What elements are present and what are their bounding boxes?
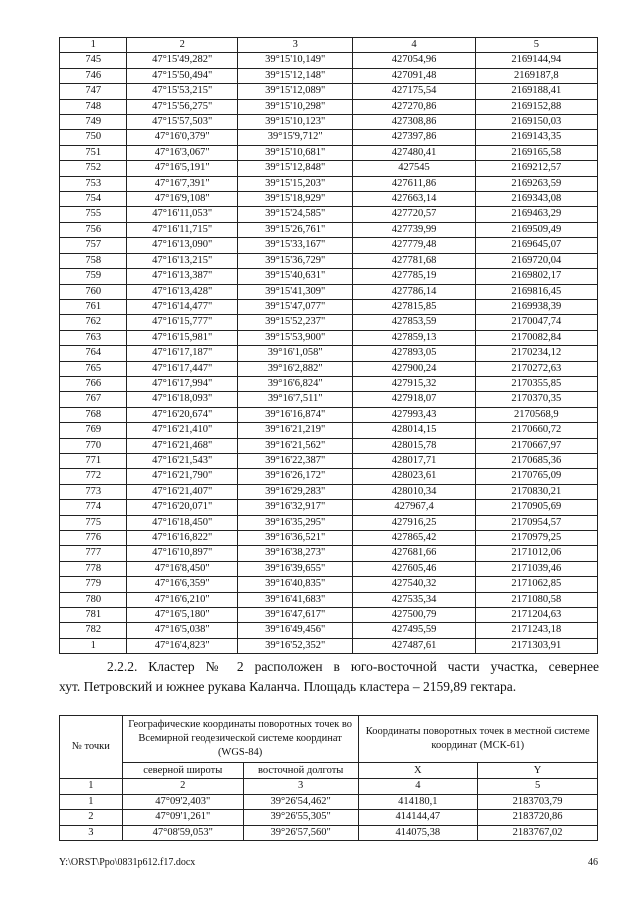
table-cell: 2171080,58 bbox=[475, 592, 597, 607]
table-cell: 2169212,57 bbox=[475, 161, 597, 176]
table-cell: 770 bbox=[60, 438, 127, 453]
table-cell: 427786,14 bbox=[353, 284, 475, 299]
column-number-cell: 4 bbox=[353, 38, 475, 53]
table-row bbox=[60, 330, 598, 345]
table-cell: 39°15'10,298" bbox=[237, 99, 352, 114]
table-cell: 47°16'9,108" bbox=[127, 192, 238, 207]
table-cell: 47°16'6,359" bbox=[127, 577, 238, 592]
table-cell: 2169802,17 bbox=[475, 269, 597, 284]
table-cell: 765 bbox=[60, 361, 127, 376]
table-cell: 39°15'10,681" bbox=[237, 145, 352, 160]
table-cell: 2170979,25 bbox=[475, 531, 597, 546]
table-cell: 1 bbox=[60, 794, 123, 810]
table-cell: 47°16'17,994" bbox=[127, 376, 238, 391]
table-cell: 427915,32 bbox=[353, 376, 475, 391]
table-cell: 47°16'13,387" bbox=[127, 269, 238, 284]
table-cell: 779 bbox=[60, 577, 127, 592]
table-cell: 427853,59 bbox=[353, 315, 475, 330]
table-row bbox=[60, 284, 598, 299]
table-cell: 39°16'6,824" bbox=[237, 376, 352, 391]
table-cell: 39°16'36,521" bbox=[237, 531, 352, 546]
table-cell: 47°16'11,053" bbox=[127, 207, 238, 222]
table-cell: 47°15'57,503" bbox=[127, 115, 238, 130]
table-cell: 427487,61 bbox=[353, 638, 475, 653]
table-cell: 39°15'47,077" bbox=[237, 299, 352, 314]
table-cell: 39°16'32,917" bbox=[237, 500, 352, 515]
table-cell: 39°15'33,167" bbox=[237, 238, 352, 253]
table-cell: 2170234,12 bbox=[475, 346, 597, 361]
table-cell: 39°15'24,585" bbox=[237, 207, 352, 222]
table-cell: 777 bbox=[60, 546, 127, 561]
table-cell: 749 bbox=[60, 115, 127, 130]
table-cell: 39°16'47,617" bbox=[237, 608, 352, 623]
table-cell: 414075,38 bbox=[358, 825, 478, 841]
table-row bbox=[60, 577, 598, 592]
table-cell: 39°15'40,631" bbox=[237, 269, 352, 284]
table-cell: 47°16'21,468" bbox=[127, 438, 238, 453]
table-cell: 748 bbox=[60, 99, 127, 114]
table-cell: 427781,68 bbox=[353, 253, 475, 268]
column-number-cell: 3 bbox=[243, 779, 358, 795]
table-row bbox=[60, 469, 598, 484]
table-row bbox=[60, 192, 598, 207]
table-row bbox=[60, 825, 598, 841]
table-cell: 767 bbox=[60, 392, 127, 407]
table-row bbox=[60, 453, 598, 468]
table-cell: 427500,79 bbox=[353, 608, 475, 623]
table-cell: 427397,86 bbox=[353, 130, 475, 145]
table-cell: 47°16'3,067" bbox=[127, 145, 238, 160]
table-cell: 47°16'15,777" bbox=[127, 315, 238, 330]
table-row bbox=[60, 592, 598, 607]
header-longitude: восточной долготы bbox=[243, 763, 358, 779]
table-cell: 2171204,63 bbox=[475, 608, 597, 623]
table-cell: 39°16'40,835" bbox=[237, 577, 352, 592]
table-cell: 2170355,85 bbox=[475, 376, 597, 391]
table-cell: 427859,13 bbox=[353, 330, 475, 345]
table-cell: 758 bbox=[60, 253, 127, 268]
table-cell: 427605,46 bbox=[353, 561, 475, 576]
table-cell: 47°16'13,215" bbox=[127, 253, 238, 268]
table-row bbox=[60, 145, 598, 160]
header-latitude: северной широты bbox=[122, 763, 243, 779]
coordinates-table-continued bbox=[59, 37, 598, 654]
table-cell: 2170370,35 bbox=[475, 392, 597, 407]
footer-page-number: 46 bbox=[588, 857, 598, 868]
table-cell: 39°15'26,761" bbox=[237, 222, 352, 237]
table-cell: 428014,15 bbox=[353, 423, 475, 438]
table-cell: 778 bbox=[60, 561, 127, 576]
table-cell: 39°15'18,929" bbox=[237, 192, 352, 207]
table-cell: 39°26'57,560" bbox=[243, 825, 358, 841]
table-row bbox=[60, 315, 598, 330]
table-cell: 759 bbox=[60, 269, 127, 284]
table-cell: 39°16'22,387" bbox=[237, 453, 352, 468]
table-cell: 769 bbox=[60, 423, 127, 438]
table-cell: 47°16'21,790" bbox=[127, 469, 238, 484]
table-cell: 47°16'16,822" bbox=[127, 531, 238, 546]
table-cell: 47°16'5,191" bbox=[127, 161, 238, 176]
table-row bbox=[60, 99, 598, 114]
table-cell: 2170830,21 bbox=[475, 484, 597, 499]
column-number-cell: 5 bbox=[478, 779, 598, 795]
paragraph-line: хут. Петровский и южнее рукава Каланча. Площадь кластера – 2159,89 гектара. bbox=[59, 679, 517, 694]
table-row bbox=[60, 130, 598, 145]
table-cell: 2170082,84 bbox=[475, 330, 597, 345]
table-cell: 39°16'16,874" bbox=[237, 407, 352, 422]
table-cell: 427785,19 bbox=[353, 269, 475, 284]
table-cell: 39°16'2,882" bbox=[237, 361, 352, 376]
table-cell: 414180,1 bbox=[358, 794, 478, 810]
table-cell: 775 bbox=[60, 515, 127, 530]
table-cell: 39°15'15,203" bbox=[237, 176, 352, 191]
table-cell: 746 bbox=[60, 68, 127, 83]
table-cell: 427739,99 bbox=[353, 222, 475, 237]
table-cell: 47°16'7,391" bbox=[127, 176, 238, 191]
table-row bbox=[60, 531, 598, 546]
table-row bbox=[60, 484, 598, 499]
cluster-2-table-body bbox=[60, 716, 598, 841]
table-cell: 781 bbox=[60, 608, 127, 623]
table-cell: 47°16'14,477" bbox=[127, 299, 238, 314]
table-cell: 2169509,49 bbox=[475, 222, 597, 237]
table-row bbox=[60, 161, 598, 176]
table-cell: 39°15'52,237" bbox=[237, 315, 352, 330]
table-cell: 2169188,41 bbox=[475, 84, 597, 99]
table-cell: 2169463,29 bbox=[475, 207, 597, 222]
table-row bbox=[60, 794, 598, 810]
table-cell: 39°26'55,305" bbox=[243, 810, 358, 826]
table-cell: 427495,59 bbox=[353, 623, 475, 638]
table-cell: 39°16'7,511" bbox=[237, 392, 352, 407]
table-cell: 47°15'50,494" bbox=[127, 68, 238, 83]
table-column-numbers-row bbox=[60, 38, 598, 53]
table-row bbox=[60, 361, 598, 376]
table-cell: 2171039,46 bbox=[475, 561, 597, 576]
table-cell: 39°16'29,283" bbox=[237, 484, 352, 499]
table-row bbox=[60, 53, 598, 68]
table-cell: 47°16'5,180" bbox=[127, 608, 238, 623]
table-row bbox=[60, 500, 598, 515]
table-row bbox=[60, 115, 598, 130]
table-row bbox=[60, 438, 598, 453]
table-cell: 2171303,91 bbox=[475, 638, 597, 653]
table-cell: 745 bbox=[60, 53, 127, 68]
table-cell: 47°15'49,282" bbox=[127, 53, 238, 68]
table-cell: 39°15'41,309" bbox=[237, 284, 352, 299]
table-cell: 2169152,88 bbox=[475, 99, 597, 114]
table-cell: 427993,43 bbox=[353, 407, 475, 422]
table-cell: 39°15'10,123" bbox=[237, 115, 352, 130]
table-cell: 764 bbox=[60, 346, 127, 361]
table-cell: 2169645,07 bbox=[475, 238, 597, 253]
table-cell: 2169187,8 bbox=[475, 68, 597, 83]
table-cell: 2170660,72 bbox=[475, 423, 597, 438]
table-cell: 427308,86 bbox=[353, 115, 475, 130]
table-cell: 772 bbox=[60, 469, 127, 484]
header-x: X bbox=[358, 763, 478, 779]
table-cell: 47°16'13,428" bbox=[127, 284, 238, 299]
table-row bbox=[60, 84, 598, 99]
table-cell: 39°15'9,712" bbox=[237, 130, 352, 145]
table-cell: 427611,86 bbox=[353, 176, 475, 191]
table-cell: 766 bbox=[60, 376, 127, 391]
table-cell: 414144,47 bbox=[358, 810, 478, 826]
table-row bbox=[60, 253, 598, 268]
table-cell: 39°15'12,089" bbox=[237, 84, 352, 99]
table-cell: 747 bbox=[60, 84, 127, 99]
table-cell: 2169150,03 bbox=[475, 115, 597, 130]
footer-file-path: Y:\ORST\Ppo\0831p612.f17.docx bbox=[59, 857, 196, 868]
table-cell: 47°15'56,275" bbox=[127, 99, 238, 114]
table-cell: 39°16'35,295" bbox=[237, 515, 352, 530]
table-cell: 47°09'1,261" bbox=[122, 810, 243, 826]
table-cell: 427091,48 bbox=[353, 68, 475, 83]
table-cell: 427720,57 bbox=[353, 207, 475, 222]
table-cell: 47°16'4,823" bbox=[127, 638, 238, 653]
table-cell: 47°16'20,071" bbox=[127, 500, 238, 515]
table-row bbox=[60, 407, 598, 422]
column-number-cell: 1 bbox=[60, 38, 127, 53]
table-cell: 427967,4 bbox=[353, 500, 475, 515]
table-cell: 2169165,58 bbox=[475, 145, 597, 160]
table-cell: 47°16'21,543" bbox=[127, 453, 238, 468]
table-cell: 3 bbox=[60, 825, 123, 841]
table-cell: 47°16'17,187" bbox=[127, 346, 238, 361]
table-cell: 39°16'49,456" bbox=[237, 623, 352, 638]
table-cell: 2183767,02 bbox=[478, 825, 598, 841]
table-cell: 39°16'21,219" bbox=[237, 423, 352, 438]
header-geographic-coordinates: Географические координаты поворотных точек во Всемирной геодезической системе координат (WGS-84) bbox=[122, 716, 358, 763]
table-cell: 2169816,45 bbox=[475, 284, 597, 299]
table-cell: 752 bbox=[60, 161, 127, 176]
table-cell: 774 bbox=[60, 500, 127, 515]
column-number-cell: 2 bbox=[127, 38, 238, 53]
table-cell: 782 bbox=[60, 623, 127, 638]
table-cell: 427900,24 bbox=[353, 361, 475, 376]
table-row bbox=[60, 269, 598, 284]
column-number-cell: 3 bbox=[237, 38, 352, 53]
table-cell: 39°16'26,172" bbox=[237, 469, 352, 484]
table-cell: 762 bbox=[60, 315, 127, 330]
table-row bbox=[60, 176, 598, 191]
table-cell: 47°16'18,093" bbox=[127, 392, 238, 407]
table-cell: 427535,34 bbox=[353, 592, 475, 607]
column-number-cell: 2 bbox=[122, 779, 243, 795]
table-cell: 2169144,94 bbox=[475, 53, 597, 68]
table-row bbox=[60, 207, 598, 222]
table-cell: 428023,61 bbox=[353, 469, 475, 484]
table-cell: 427540,32 bbox=[353, 577, 475, 592]
table-cell: 39°16'1,058" bbox=[237, 346, 352, 361]
table-cell: 2170272,63 bbox=[475, 361, 597, 376]
table-cell: 757 bbox=[60, 238, 127, 253]
table-cell: 761 bbox=[60, 299, 127, 314]
table-row bbox=[60, 346, 598, 361]
table-cell: 751 bbox=[60, 145, 127, 160]
table-row bbox=[60, 638, 598, 653]
table-cell: 47°16'20,674" bbox=[127, 407, 238, 422]
table-row bbox=[60, 810, 598, 826]
table-cell: 2169720,04 bbox=[475, 253, 597, 268]
table-header-row bbox=[60, 716, 598, 763]
table-cell: 2170568,9 bbox=[475, 407, 597, 422]
table-cell: 776 bbox=[60, 531, 127, 546]
table-row bbox=[60, 68, 598, 83]
table-cell: 773 bbox=[60, 484, 127, 499]
table-cell: 2170905,69 bbox=[475, 500, 597, 515]
table-cell: 427893,05 bbox=[353, 346, 475, 361]
table-cell: 47°16'21,407" bbox=[127, 484, 238, 499]
table-cell: 427663,14 bbox=[353, 192, 475, 207]
cluster-2-coordinates-table bbox=[59, 715, 598, 841]
table-row bbox=[60, 299, 598, 314]
column-number-cell: 5 bbox=[475, 38, 597, 53]
table-cell: 2 bbox=[60, 810, 123, 826]
coordinates-table-body bbox=[60, 38, 598, 654]
table-cell: 2171062,85 bbox=[475, 577, 597, 592]
table-cell: 47°16'0,379" bbox=[127, 130, 238, 145]
table-cell: 2170667,97 bbox=[475, 438, 597, 453]
table-cell: 427054,96 bbox=[353, 53, 475, 68]
paragraph-line: 2.2.2. Кластер № 2 расположен в юго-восточной части участка, севернее bbox=[107, 659, 599, 674]
table-cell: 47°16'10,897" bbox=[127, 546, 238, 561]
table-cell: 756 bbox=[60, 222, 127, 237]
header-y: Y bbox=[478, 763, 598, 779]
table-cell: 47°16'8,450" bbox=[127, 561, 238, 576]
table-cell: 47°16'21,410" bbox=[127, 423, 238, 438]
table-cell: 47°16'5,038" bbox=[127, 623, 238, 638]
table-cell: 2169263,59 bbox=[475, 176, 597, 191]
table-cell: 427175,54 bbox=[353, 84, 475, 99]
column-number-cell: 1 bbox=[60, 779, 123, 795]
table-row bbox=[60, 608, 598, 623]
table-cell: 2170765,09 bbox=[475, 469, 597, 484]
table-row bbox=[60, 423, 598, 438]
table-cell: 47°16'11,715" bbox=[127, 222, 238, 237]
table-cell: 427918,07 bbox=[353, 392, 475, 407]
table-row bbox=[60, 392, 598, 407]
table-cell: 2170685,36 bbox=[475, 453, 597, 468]
table-cell: 47°16'6,210" bbox=[127, 592, 238, 607]
table-cell: 763 bbox=[60, 330, 127, 345]
table-cell: 427916,25 bbox=[353, 515, 475, 530]
table-cell: 39°15'12,848" bbox=[237, 161, 352, 176]
table-cell: 2169143,35 bbox=[475, 130, 597, 145]
table-row bbox=[60, 623, 598, 638]
table-cell: 754 bbox=[60, 192, 127, 207]
table-cell: 2170954,57 bbox=[475, 515, 597, 530]
table-cell: 427815,85 bbox=[353, 299, 475, 314]
table-cell: 2169343,08 bbox=[475, 192, 597, 207]
cluster-2-paragraph bbox=[59, 657, 599, 697]
table-cell: 768 bbox=[60, 407, 127, 422]
table-cell: 39°16'39,655" bbox=[237, 561, 352, 576]
table-row bbox=[60, 376, 598, 391]
table-cell: 39°16'38,273" bbox=[237, 546, 352, 561]
table-cell: 2170047,74 bbox=[475, 315, 597, 330]
table-cell: 2183720,86 bbox=[478, 810, 598, 826]
table-column-numbers-row bbox=[60, 779, 598, 795]
table-cell: 39°15'10,149" bbox=[237, 53, 352, 68]
table-row bbox=[60, 546, 598, 561]
table-cell: 39°15'53,900" bbox=[237, 330, 352, 345]
table-cell: 427270,86 bbox=[353, 99, 475, 114]
table-cell: 427480,41 bbox=[353, 145, 475, 160]
table-cell: 47°16'18,450" bbox=[127, 515, 238, 530]
table-cell: 39°15'12,148" bbox=[237, 68, 352, 83]
table-cell: 47°09'2,403" bbox=[122, 794, 243, 810]
table-cell: 39°16'52,352" bbox=[237, 638, 352, 653]
table-subheader-row bbox=[60, 763, 598, 779]
table-cell: 2169938,39 bbox=[475, 299, 597, 314]
table-cell: 2171012,06 bbox=[475, 546, 597, 561]
table-cell: 428010,34 bbox=[353, 484, 475, 499]
table-cell: 771 bbox=[60, 453, 127, 468]
table-cell: 1 bbox=[60, 638, 127, 653]
table-row bbox=[60, 561, 598, 576]
table-cell: 47°16'17,447" bbox=[127, 361, 238, 376]
table-cell: 2171243,18 bbox=[475, 623, 597, 638]
table-cell: 39°15'36,729" bbox=[237, 253, 352, 268]
table-cell: 755 bbox=[60, 207, 127, 222]
table-row bbox=[60, 238, 598, 253]
table-cell: 39°16'21,562" bbox=[237, 438, 352, 453]
table-cell: 427865,42 bbox=[353, 531, 475, 546]
table-cell: 47°15'53,215" bbox=[127, 84, 238, 99]
table-row bbox=[60, 515, 598, 530]
table-cell: 47°16'13,090" bbox=[127, 238, 238, 253]
header-local-coordinates: Координаты поворотных точек в местной системе координат (МСК-61) bbox=[358, 716, 597, 763]
table-cell: 760 bbox=[60, 284, 127, 299]
table-cell: 427681,66 bbox=[353, 546, 475, 561]
table-cell: 753 bbox=[60, 176, 127, 191]
column-number-cell: 4 bbox=[358, 779, 478, 795]
table-cell: 427545 bbox=[353, 161, 475, 176]
table-cell: 427779,48 bbox=[353, 238, 475, 253]
header-point-number: № точки bbox=[60, 716, 123, 779]
table-cell: 47°08'59,053" bbox=[122, 825, 243, 841]
table-cell: 39°16'41,683" bbox=[237, 592, 352, 607]
table-cell: 39°26'54,462" bbox=[243, 794, 358, 810]
table-cell: 428015,78 bbox=[353, 438, 475, 453]
table-cell: 780 bbox=[60, 592, 127, 607]
table-cell: 428017,71 bbox=[353, 453, 475, 468]
table-row bbox=[60, 222, 598, 237]
table-cell: 2183703,79 bbox=[478, 794, 598, 810]
table-cell: 47°16'15,981" bbox=[127, 330, 238, 345]
table-cell: 750 bbox=[60, 130, 127, 145]
